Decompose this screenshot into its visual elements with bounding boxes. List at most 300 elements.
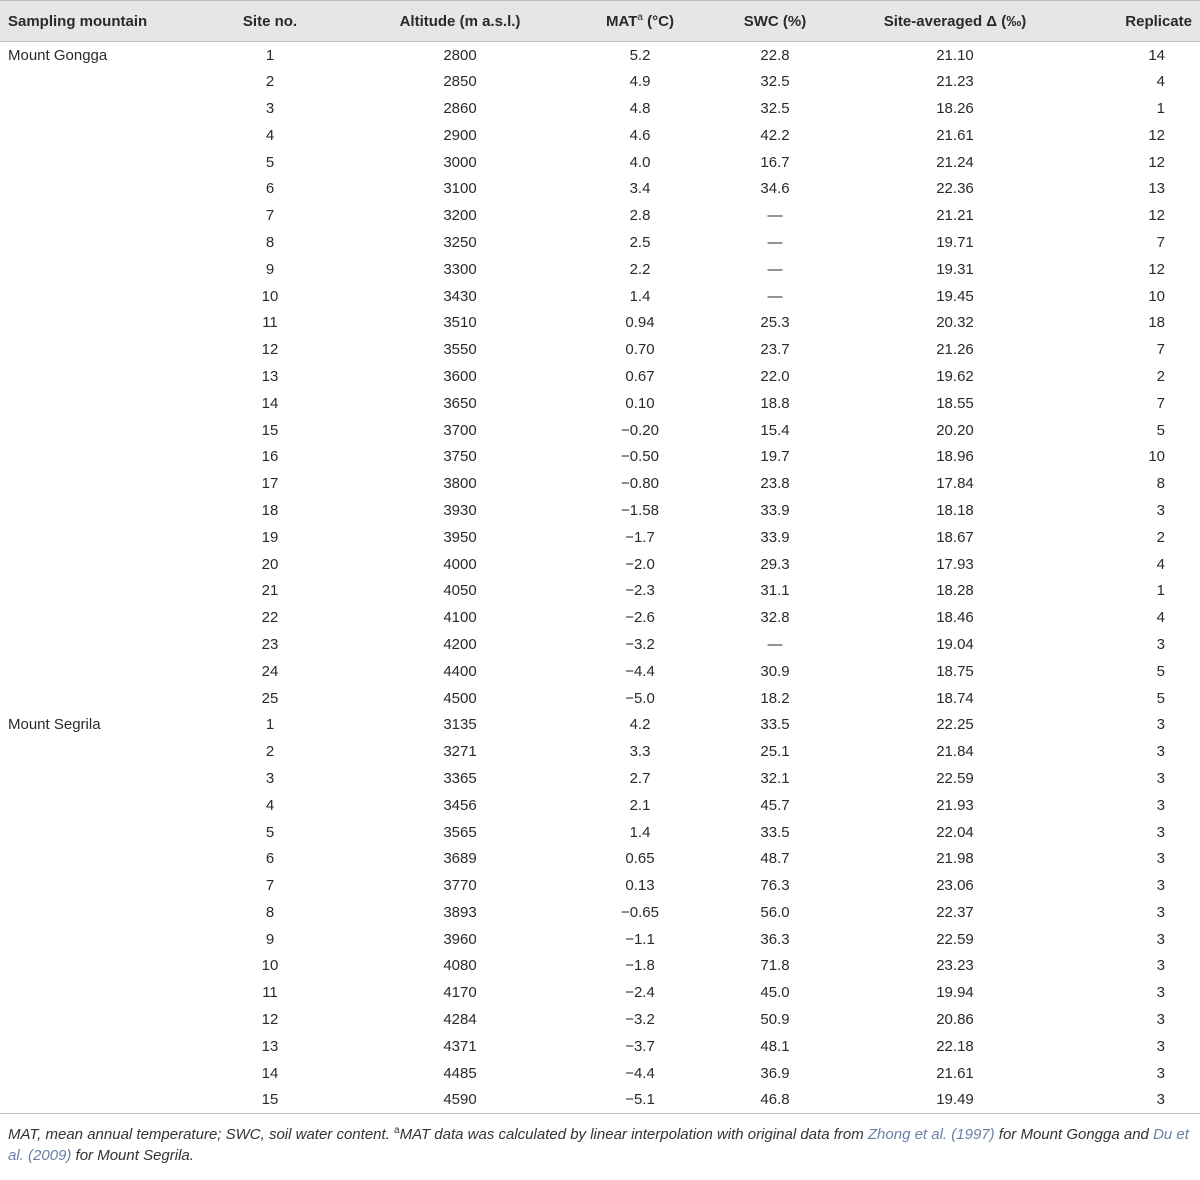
- cell-replicate: 5: [1156, 662, 1165, 680]
- cell-mat: −1.7: [625, 528, 655, 546]
- cell-site-averaged-delta: 20.32: [936, 314, 974, 332]
- table-row: [0, 872, 1200, 899]
- cell-site-averaged-delta: 20.20: [936, 421, 974, 439]
- cell-swc: 33.9: [760, 501, 790, 519]
- cell-mat: 2.5: [629, 233, 651, 251]
- cell-altitude: 3456: [443, 796, 477, 814]
- cell-site-averaged-delta: 18.67: [936, 528, 974, 546]
- cell-site-averaged-delta: 21.26: [936, 341, 974, 359]
- cell-altitude: 4170: [443, 984, 477, 1002]
- header-altitude: Altitude (m a.s.l.): [350, 1, 570, 42]
- cell-altitude: 4284: [443, 1011, 477, 1029]
- cell-swc: 48.7: [760, 850, 790, 868]
- cell-sampling-mountain: [0, 845, 190, 872]
- table-row: [0, 390, 1200, 417]
- table-row: [0, 551, 1200, 578]
- cell-mat: −5.0: [625, 689, 655, 707]
- cell-altitude: 3600: [443, 367, 477, 385]
- cell-sampling-mountain: [0, 819, 190, 846]
- cell-replicate: 3: [1156, 1011, 1165, 1029]
- cell-swc: —: [767, 287, 783, 305]
- cell-swc: 45.7: [760, 796, 790, 814]
- cell-mat: 3.4: [629, 180, 651, 198]
- cell-mat: 2.1: [629, 796, 651, 814]
- cell-mat: 0.10: [625, 394, 655, 412]
- cell-sampling-mountain: [0, 685, 190, 712]
- table-body: [0, 42, 1200, 1114]
- table-row: [0, 229, 1200, 256]
- table-row: [0, 497, 1200, 524]
- cell-site-no: 5: [265, 153, 275, 171]
- cell-replicate: 18: [1148, 314, 1165, 332]
- cell-mat: 0.67: [625, 367, 655, 385]
- cell-sampling-mountain: [0, 149, 190, 176]
- cell-site-averaged-delta: 19.49: [840, 1087, 1070, 1114]
- cell-site-no: 14: [261, 1064, 279, 1082]
- table-row: [0, 309, 1200, 336]
- cell-sampling-mountain: Mount Gongga: [8, 46, 108, 64]
- cell-replicate: 3: [1156, 743, 1165, 761]
- cell-altitude: 3300: [443, 260, 477, 278]
- cell-swc: 48.1: [760, 1037, 790, 1055]
- cell-mat: 1.4: [629, 287, 651, 305]
- cell-sampling-mountain: [0, 229, 190, 256]
- cell-altitude: 3430: [443, 287, 477, 305]
- cell-replicate: 12: [1148, 207, 1165, 225]
- table-row: [0, 202, 1200, 229]
- cell-altitude: 3800: [443, 475, 477, 493]
- cell-altitude: 4100: [443, 609, 477, 627]
- cell-altitude: 3689: [443, 850, 477, 868]
- cell-sampling-mountain: [0, 309, 190, 336]
- cell-swc: 19.7: [760, 448, 790, 466]
- cell-site-averaged-delta: 18.26: [936, 99, 974, 117]
- cell-site-no: 19: [261, 528, 279, 546]
- cell-mat: −3.2: [625, 1011, 655, 1029]
- cell-sampling-mountain: [0, 658, 190, 685]
- cell-altitude: 3200: [443, 207, 477, 225]
- cell-site-no: 12: [261, 341, 279, 359]
- footnote-text: MAT data was calculated by linear interpolation with original data from: [399, 1125, 868, 1143]
- cell-site-no: 10: [261, 957, 279, 975]
- cell-replicate: 1: [1156, 582, 1165, 600]
- cell-swc: 18.8: [760, 394, 790, 412]
- cell-altitude: 4080: [443, 957, 477, 975]
- cell-mat: 2.2: [629, 260, 651, 278]
- table-row: [0, 1033, 1200, 1060]
- cell-mat: 0.70: [625, 341, 655, 359]
- cell-mat: −1.1: [625, 930, 655, 948]
- cell-replicate: 4: [1156, 609, 1165, 627]
- cell-swc: 33.9: [760, 528, 790, 546]
- table-row: [0, 149, 1200, 176]
- cell-swc: 31.1: [760, 582, 790, 600]
- cell-sampling-mountain: [0, 1060, 190, 1087]
- cell-site-no: 9: [265, 260, 275, 278]
- cell-site-no: 3: [265, 99, 275, 117]
- cell-site-no: 15: [261, 421, 279, 439]
- cell-sampling-mountain: [0, 631, 190, 658]
- cell-replicate: 3: [1156, 930, 1165, 948]
- cell-site-averaged-delta: 22.59: [936, 769, 974, 787]
- cell-altitude: 3271: [443, 743, 477, 761]
- cell-sampling-mountain: [0, 175, 190, 202]
- cell-mat: 0.94: [625, 314, 655, 332]
- cell-site-averaged-delta: 19.62: [936, 367, 974, 385]
- cell-replicate: 7: [1156, 233, 1165, 251]
- cell-sampling-mountain: [0, 283, 190, 310]
- cell-replicate: 5: [1156, 421, 1165, 439]
- cell-sampling-mountain: [0, 390, 190, 417]
- header-replicate: Replicate: [1070, 1, 1200, 42]
- table-row: [0, 926, 1200, 953]
- table-row: [0, 631, 1200, 658]
- cell-mat: −4.4: [625, 1064, 655, 1082]
- cell-replicate: 13: [1148, 180, 1165, 198]
- cell-replicate: 3: [1156, 1064, 1165, 1082]
- table-header: [0, 1, 1200, 42]
- cell-swc: —: [767, 260, 783, 278]
- cell-swc: 50.9: [760, 1011, 790, 1029]
- cell-replicate: 1: [1156, 99, 1165, 117]
- cell-site-averaged-delta: 22.37: [936, 903, 974, 921]
- cell-site-averaged-delta: 22.25: [936, 716, 974, 734]
- table-row: [0, 417, 1200, 444]
- cell-mat: −5.1: [570, 1087, 710, 1114]
- cell-sampling-mountain: [0, 1006, 190, 1033]
- cell-sampling-mountain: [0, 95, 190, 122]
- cell-replicate: 7: [1156, 341, 1165, 359]
- cell-swc: 32.5: [760, 99, 790, 117]
- header-site-averaged-delta: Site-averaged Δ (‰): [840, 1, 1070, 42]
- table-row: [0, 979, 1200, 1006]
- cell-site-averaged-delta: 20.86: [936, 1011, 974, 1029]
- cell-swc: 16.7: [760, 153, 790, 171]
- cell-altitude: 4371: [443, 1037, 477, 1055]
- cell-site-no: 13: [261, 1037, 279, 1055]
- cell-replicate: 5: [1156, 689, 1165, 707]
- cell-sampling-mountain: [0, 604, 190, 631]
- cell-altitude: 3960: [443, 930, 477, 948]
- cell-swc: 23.8: [760, 475, 790, 493]
- cell-replicate: 12: [1148, 126, 1165, 144]
- cell-site-averaged-delta: 22.36: [936, 180, 974, 198]
- cell-site-averaged-delta: 21.61: [936, 126, 974, 144]
- header-mat-label: MAT: [606, 13, 638, 30]
- cell-swc: 34.6: [760, 180, 790, 198]
- table-row: [0, 363, 1200, 390]
- cell-site-averaged-delta: 21.84: [936, 743, 974, 761]
- cell-site-averaged-delta: 18.96: [936, 448, 974, 466]
- table-row: [0, 604, 1200, 631]
- cell-sampling-mountain: [0, 524, 190, 551]
- cell-sampling-mountain: [0, 202, 190, 229]
- cell-sampling-mountain: [0, 417, 190, 444]
- cell-mat: −0.80: [621, 475, 659, 493]
- cell-altitude: 2850: [443, 73, 477, 91]
- cell-swc: 15.4: [760, 421, 790, 439]
- table-row: [0, 577, 1200, 604]
- cell-mat: −2.0: [625, 555, 655, 573]
- cell-site-no: 1: [265, 46, 275, 64]
- cell-sampling-mountain: [0, 551, 190, 578]
- header-mat-unit: (°C): [642, 13, 674, 30]
- cell-sampling-mountain: [0, 953, 190, 980]
- cell-replicate: 3: [1156, 1037, 1165, 1055]
- table-row: [0, 175, 1200, 202]
- cell-altitude: 3930: [443, 501, 477, 519]
- cell-sampling-mountain: [0, 470, 190, 497]
- cell-swc: 18.2: [760, 689, 790, 707]
- cell-site-averaged-delta: 22.59: [936, 930, 974, 948]
- table-row: [0, 95, 1200, 122]
- cell-swc: 32.5: [760, 73, 790, 91]
- cell-mat: −3.2: [625, 635, 655, 653]
- cell-mat: −0.20: [621, 421, 659, 439]
- cell-mat: 4.2: [629, 716, 651, 734]
- cell-site-averaged-delta: 21.93: [936, 796, 974, 814]
- cell-swc: 22.0: [760, 367, 790, 385]
- table-row: [0, 765, 1200, 792]
- cell-site-no: 12: [261, 1011, 279, 1029]
- table-row: [0, 68, 1200, 95]
- cell-site-no: 10: [261, 287, 279, 305]
- table-footnote: [0, 1114, 1200, 1166]
- cell-replicate: 3: [1156, 903, 1165, 921]
- cell-site-averaged-delta: 21.61: [936, 1064, 974, 1082]
- header-sampling-mountain: Sampling mountain: [0, 1, 190, 42]
- cell-mat: 1.4: [629, 823, 651, 841]
- cell-mat: −2.3: [625, 582, 655, 600]
- cell-site-averaged-delta: 19.71: [936, 233, 974, 251]
- cell-swc: 25.3: [760, 314, 790, 332]
- cell-mat: 5.2: [629, 46, 651, 64]
- cell-replicate: 3: [1156, 823, 1165, 841]
- cell-sampling-mountain: [0, 336, 190, 363]
- cell-mat: −0.50: [621, 448, 659, 466]
- cell-replicate: 4: [1156, 555, 1165, 573]
- cell-replicate: 8: [1156, 475, 1165, 493]
- cell-site-averaged-delta: 19.04: [936, 635, 974, 653]
- cell-sampling-mountain: [0, 1033, 190, 1060]
- cell-replicate: 14: [1148, 46, 1165, 64]
- table-row: [0, 658, 1200, 685]
- cell-site-averaged-delta: 17.84: [936, 475, 974, 493]
- cell-mat: 4.8: [629, 99, 651, 117]
- cell-altitude: 3135: [443, 716, 477, 734]
- cell-swc: 29.3: [760, 555, 790, 573]
- cell-sampling-mountain: [0, 256, 190, 283]
- cell-altitude: 3250: [443, 233, 477, 251]
- cell-mat: −0.65: [621, 903, 659, 921]
- cell-mat: 3.3: [629, 743, 651, 761]
- table-row: [0, 1087, 1200, 1114]
- cell-swc: 32.1: [760, 769, 790, 787]
- table-row: [0, 845, 1200, 872]
- cell-replicate: 3: [1156, 716, 1165, 734]
- cell-site-no: 8: [265, 903, 275, 921]
- cell-altitude: 3510: [443, 314, 477, 332]
- cell-swc: 33.5: [760, 716, 790, 734]
- cell-site-no: 2: [265, 743, 275, 761]
- cell-replicate: 4: [1156, 73, 1165, 91]
- cell-sampling-mountain: [0, 122, 190, 149]
- cell-sampling-mountain: [0, 792, 190, 819]
- cell-altitude: 3550: [443, 341, 477, 359]
- table-row: [0, 122, 1200, 149]
- cell-altitude: 4200: [443, 635, 477, 653]
- cell-mat: 4.9: [629, 73, 651, 91]
- table-row: [0, 470, 1200, 497]
- cell-sampling-mountain: [0, 577, 190, 604]
- cell-mat: 2.7: [629, 769, 651, 787]
- footnote-abbreviations: MAT, mean annual temperature; SWC, soil water content.: [8, 1125, 395, 1143]
- cell-site-no: 13: [261, 367, 279, 385]
- cell-altitude: 2860: [443, 99, 477, 117]
- cell-site-averaged-delta: 18.75: [936, 662, 974, 680]
- cell-mat: 4.6: [629, 126, 651, 144]
- cell-replicate: 3: [1156, 796, 1165, 814]
- footnote-text-3: for Mount Segrila.: [71, 1146, 194, 1164]
- cell-altitude: 3365: [443, 769, 477, 787]
- cell-site-averaged-delta: 23.23: [936, 957, 974, 975]
- cell-sampling-mountain: [0, 765, 190, 792]
- cell-site-averaged-delta: 19.94: [936, 984, 974, 1002]
- cell-sampling-mountain: [0, 926, 190, 953]
- table-row: [0, 1060, 1200, 1087]
- table-row: [0, 738, 1200, 765]
- cell-site-averaged-delta: 18.18: [936, 501, 974, 519]
- cell-site-no: 3: [265, 769, 275, 787]
- cell-sampling-mountain: [0, 1087, 190, 1114]
- table-row: [0, 711, 1200, 738]
- cell-site-no: 18: [261, 501, 279, 519]
- cell-site-no: 24: [261, 662, 279, 680]
- cell-altitude: 3750: [443, 448, 477, 466]
- cell-site-no: 2: [265, 73, 275, 91]
- table-row: [0, 42, 1200, 69]
- cell-mat: −1.8: [625, 957, 655, 975]
- cell-site-no: 20: [261, 555, 279, 573]
- cell-site-no: 22: [261, 609, 279, 627]
- cell-mat: 2.8: [629, 207, 651, 225]
- cell-swc: 71.8: [760, 957, 790, 975]
- cell-site-no: 7: [265, 877, 275, 895]
- cell-altitude: 3893: [443, 903, 477, 921]
- cell-replicate: 2: [1156, 528, 1165, 546]
- table-row: [0, 685, 1200, 712]
- cell-site-averaged-delta: 23.06: [936, 877, 974, 895]
- cell-mat: 0.65: [625, 850, 655, 868]
- cell-site-no: 25: [261, 689, 279, 707]
- cell-mat: 4.0: [629, 153, 651, 171]
- cell-sampling-mountain: [0, 899, 190, 926]
- cell-replicate: 3: [1156, 877, 1165, 895]
- cell-replicate: 3: [1156, 635, 1165, 653]
- cell-site-no: 15: [190, 1087, 350, 1114]
- table-row: [0, 819, 1200, 846]
- cell-site-no: 11: [262, 314, 278, 332]
- cell-altitude: 3770: [443, 877, 477, 895]
- cell-replicate: 10: [1148, 448, 1165, 466]
- cell-site-averaged-delta: 21.10: [936, 46, 974, 64]
- cell-replicate: 3: [1156, 850, 1165, 868]
- reference-link-du[interactable]: Du et al. (2009): [8, 1125, 1189, 1164]
- table-row: [0, 256, 1200, 283]
- cell-site-no: 4: [265, 126, 275, 144]
- table-row: [0, 1006, 1200, 1033]
- cell-swc: 46.8: [710, 1087, 840, 1114]
- table-row: [0, 283, 1200, 310]
- table-row: [0, 443, 1200, 470]
- cell-site-averaged-delta: 18.74: [936, 689, 974, 707]
- cell-sampling-mountain: [0, 497, 190, 524]
- cell-site-no: 4: [265, 796, 275, 814]
- cell-altitude: 4500: [443, 689, 477, 707]
- cell-sampling-mountain: [0, 979, 190, 1006]
- table-row: [0, 792, 1200, 819]
- cell-swc: 22.8: [760, 46, 790, 64]
- table-row: [0, 336, 1200, 363]
- cell-replicate: 10: [1148, 287, 1165, 305]
- cell-site-no: 5: [265, 823, 275, 841]
- reference-link-zhong[interactable]: Zhong et al. (1997): [867, 1125, 995, 1143]
- table-row: [0, 899, 1200, 926]
- header-row: [0, 1, 1200, 42]
- cell-swc: 42.2: [760, 126, 790, 144]
- cell-site-no: 14: [261, 394, 279, 412]
- cell-altitude: 4050: [443, 582, 477, 600]
- header-site-no: Site no.: [190, 1, 350, 42]
- cell-altitude: 3565: [443, 823, 477, 841]
- header-mat: [570, 1, 710, 42]
- cell-sampling-mountain: Mount Segrila: [8, 716, 101, 734]
- cell-site-no: 23: [261, 635, 279, 653]
- cell-altitude: 4590: [350, 1087, 570, 1114]
- cell-site-averaged-delta: 18.55: [936, 394, 974, 412]
- cell-altitude: 3650: [443, 394, 477, 412]
- cell-site-averaged-delta: 17.93: [936, 555, 974, 573]
- cell-replicate: 12: [1148, 153, 1165, 171]
- cell-sampling-mountain: [0, 363, 190, 390]
- cell-mat: −2.4: [625, 984, 655, 1002]
- cell-sampling-mountain: [0, 443, 190, 470]
- cell-swc: 45.0: [760, 984, 790, 1002]
- cell-mat: −3.7: [625, 1037, 655, 1055]
- cell-swc: 32.8: [760, 609, 790, 627]
- header-swc: SWC (%): [710, 1, 840, 42]
- cell-mat: 0.13: [625, 877, 655, 895]
- cell-replicate: 3: [1156, 501, 1165, 519]
- cell-site-averaged-delta: 18.28: [936, 582, 974, 600]
- cell-site-averaged-delta: 19.45: [936, 287, 974, 305]
- cell-site-no: 7: [265, 207, 275, 225]
- cell-mat: −4.4: [625, 662, 655, 680]
- cell-sampling-mountain: [0, 872, 190, 899]
- cell-site-no: 16: [261, 448, 279, 466]
- cell-altitude: 3100: [443, 180, 477, 198]
- cell-site-no: 21: [261, 582, 279, 600]
- cell-replicate: 3: [1156, 769, 1165, 787]
- cell-replicate: 3: [1156, 984, 1165, 1002]
- table-row: [0, 524, 1200, 551]
- cell-replicate: 7: [1156, 394, 1165, 412]
- cell-swc: —: [767, 233, 783, 251]
- header-mat-footnote-marker: a: [637, 12, 643, 23]
- cell-altitude: 3700: [443, 421, 477, 439]
- cell-swc: 36.9: [760, 1064, 790, 1082]
- cell-altitude: 2900: [443, 126, 477, 144]
